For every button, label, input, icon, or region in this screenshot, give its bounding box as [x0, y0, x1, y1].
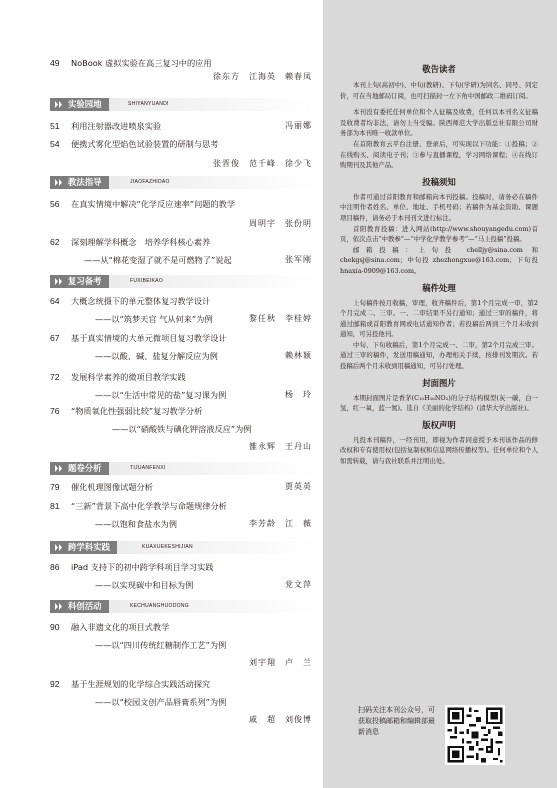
notice-anti-fraud: 本刊没有委托任何单位和个人征稿及收费，任何以本刊名义征稿及收费者均非法，请勿上当受骗。陕西师范大学出版总社有限公司财务部为本刊唯一收款单位。	[340, 108, 538, 138]
section-header-fuxibeikao	[50, 275, 315, 288]
article-authors: 赖林颖	[285, 351, 312, 360]
article-subtitle: ——以“硝酸铁与碘化钾溶液反应”为例	[112, 424, 252, 434]
section-tab	[50, 176, 109, 189]
section-header-jiaofazhidao	[50, 176, 315, 189]
article-authors: 冯丽娜	[285, 121, 312, 130]
article-authors: 张晋俊 范千峰 徐少飞	[213, 159, 312, 168]
article-title: 利用注射器改进喷泉实验	[71, 121, 162, 131]
notice-content	[340, 62, 538, 467]
page-number: 54	[50, 139, 60, 149]
toc-entry-51[interactable]	[50, 119, 312, 133]
section-title: 科创活动	[68, 601, 102, 611]
toc-entry-67[interactable]	[50, 331, 312, 363]
section-arrow-icon	[55, 465, 63, 472]
section-header-kuaxuekeshijian	[50, 541, 315, 554]
article-title: 基于真实情境的大单元微项目复习教学设计	[71, 333, 227, 343]
article-title: 基于生涯规划的化学综合实践活动探究	[71, 679, 211, 689]
article-title: “物质氧化性强弱比较”复习教学分析	[71, 406, 203, 416]
section-pinyin: SHIYANYUANDI	[128, 101, 169, 107]
article-title: 发展科学素养的微项目教学实践	[71, 372, 186, 382]
page-number: 49	[50, 58, 60, 68]
page-number: 86	[50, 562, 60, 572]
notice-processing-monthly: 上旬稿件按月收稿，审理，收齐稿件后，第1个月完成一审，第2个月完成二、三审。一、二审结果不另行通知；通过三审的稿件，将通过邮箱或首阳教育网或电话通知作者；若投稿后两到三个月未收到通知，可另投他刊。	[340, 298, 538, 339]
section-arrow-icon	[55, 603, 63, 610]
section-title: 实验园地	[68, 99, 102, 109]
article-subtitle: ——从“棉花变湿了就不是可燃物了”说起	[84, 255, 232, 265]
article-title: 在真实情境中解决“化学反应速率”问题的教学	[71, 199, 236, 209]
section-tab	[50, 462, 109, 475]
toc-entry-64[interactable]	[50, 294, 312, 326]
article-authors: 党文萍	[285, 580, 312, 589]
article-subtitle: ——以“生活中常见的盐”复习课为例	[95, 390, 227, 400]
section-title: 复习备考	[68, 276, 102, 286]
article-authors: 雒永辉 王丹山	[249, 442, 312, 451]
page-number: 92	[50, 679, 60, 689]
notice-heading-readers: 敬告读者	[422, 64, 456, 74]
section-pinyin: TIJUANFENXI	[130, 465, 166, 471]
page-number: 62	[50, 237, 60, 247]
article-authors: 张军刚	[285, 255, 312, 264]
section-tab	[50, 600, 109, 613]
section-tab	[50, 541, 117, 554]
article-subtitle: ——以“校园文创产品唇膏系列”为例	[95, 697, 227, 707]
page-number: 56	[50, 199, 60, 209]
article-authors: 贾英英	[285, 482, 312, 491]
notice-subscription: 本刊上旬(高初中)、中旬(教研)、下旬(学研)为同名、同号、同定价，可在当地邮局订阅，也可扫描封一左下角中国邮政二维码订阅。	[340, 81, 538, 100]
toc-entry-49[interactable]	[50, 56, 312, 84]
article-title: 深刻理解学科概念 培养学科核心素养	[71, 237, 211, 247]
page-number: 51	[50, 121, 60, 131]
notice-heading-submission: 投稿须知	[422, 176, 456, 187]
article-title: 便携式雾化型焰色试验装置的研制与思考	[71, 139, 219, 149]
article-authors: 黎任秋 李桂婷	[249, 314, 312, 323]
article-title: 大概念统摄下的单元整体复习教学设计	[71, 296, 211, 306]
article-title: NoBook 虚拟实验在高三复习中的应用	[71, 58, 212, 68]
qr-code-icon[interactable]	[445, 705, 505, 765]
article-subtitle: ——以酸、碱、盐复分解反应为例	[95, 351, 218, 361]
section-pinyin: KUAXUEKESHIJIAN	[142, 544, 193, 550]
page-number: 67	[50, 333, 60, 343]
qr-caption: 扫码关注本刊公众号，可获取投稿邮箱和编辑部最新消息	[358, 706, 435, 736]
article-authors: 戚 超 刘俊博	[249, 715, 312, 724]
section-arrow-icon	[55, 278, 63, 285]
page-number: 72	[50, 372, 60, 382]
section-title: 题卷分析	[68, 463, 102, 473]
article-subtitle: ——以“筑梦天宫 气从何来”为例	[95, 314, 213, 324]
notice-platform: 在首阳教育云平台注册、登录后，可实现以下功能：①投稿；②在线购买、阅读电子刊；③参与直播课程，学习网络课程；④在线订购期刊及其他产品。	[340, 139, 538, 170]
toc-entry-62[interactable]	[50, 235, 312, 267]
section-arrow-icon	[55, 179, 63, 186]
article-authors: 刘宇翔 卢 兰	[249, 658, 312, 667]
section-pinyin: KECHUANGHUODONG	[130, 603, 189, 609]
article-subtitle: ——以“四川传统红糖制作工艺”为例	[95, 640, 227, 650]
section-title: 教法指导	[68, 177, 102, 187]
article-title: 催化机理图像试题分析	[71, 482, 153, 492]
notice-heading-copyright: 版权声明	[422, 419, 456, 430]
notice-submission-rules: 作者可通过首阳教育和邮箱向本刊投稿。投稿时，请务必在稿件中注明作者姓名、单位、地址、手机号码；若稿件为基金资助、课题项目稿件，请务必于本刊刊文进行标注。	[340, 192, 538, 222]
section-title: 跨学科实践	[68, 542, 110, 552]
notice-email-submission[interactable]: 邮箱投稿：上旬投 chelljy@sina.com 和 chekgsj@sina.com；中旬投 zhezhongxue@163.com；下旬投 hnaxia-0909@163.com。	[340, 245, 538, 275]
section-header-tijuanfenxi	[50, 462, 315, 475]
section-arrow-icon	[55, 544, 63, 551]
toc-entry-90[interactable]	[50, 620, 312, 670]
section-tab	[50, 98, 109, 111]
page-number: 79	[50, 482, 60, 492]
section-header-shiyanyuandi	[50, 98, 315, 111]
toc-entry-92[interactable]	[50, 677, 312, 727]
article-subtitle: ——以实现碳中和目标为例	[95, 580, 194, 590]
toc-entry-56[interactable]	[50, 197, 312, 231]
article-authors: 杨 玲	[285, 390, 312, 399]
toc-entry-54[interactable]	[50, 137, 312, 171]
notice-online-submission[interactable]: 首阳教育投稿：进入网站(http://www.shouyangedu.com)首页，依次点击“中教参”—“中学化学教学参考”—“马上投稿”投稿。	[340, 224, 538, 244]
notice-copyright-text: 凡投本刊稿件，一经刊用，即视为作者同意授予本刊该作品的修改权和专有使用权(包括复制权和信息网络传播权等)。任何单位和个人如需转载，请与我社联系并注明出处。	[340, 435, 538, 466]
toc-entry-79[interactable]	[50, 480, 312, 494]
article-authors: 李芳龄 江 薇	[249, 519, 312, 528]
toc-entry-86[interactable]	[50, 560, 312, 592]
notice-heading-cover: 封面图片	[422, 377, 456, 388]
section-tab	[50, 275, 109, 288]
toc-entry-72[interactable]	[50, 370, 312, 402]
toc-entry-81[interactable]	[50, 499, 312, 531]
article-authors: 徐东方 江海英 赖春凤	[213, 72, 312, 81]
article-title: iPad 支持下的初中跨学科项目学习实践	[71, 562, 214, 572]
section-pinyin: FUXIBEIKAO	[130, 278, 164, 284]
notice-processing-mid: 中旬、下旬收稿后，第1个月完成一、二审，第2个月完成三审。通过三审的稿件，发送用稿通知，办理相关手续，按排刊发期次。若投稿后两个月未收到用稿通知，可另行处理。	[340, 340, 538, 371]
page-number: 64	[50, 296, 60, 306]
section-arrow-icon	[55, 101, 63, 108]
page-number: 76	[50, 406, 60, 416]
qr-follow-block	[336, 705, 538, 765]
page-number: 81	[50, 501, 60, 511]
article-authors: 周明宇 张份明	[249, 219, 312, 228]
page-number: 90	[50, 622, 60, 632]
section-header-kechuanghuodong	[50, 600, 315, 613]
section-pinyin: JIAOFAZHIDAO	[130, 179, 170, 185]
article-subtitle: ——以饱和食盐水为例	[95, 519, 177, 529]
notice-sidebar	[323, 0, 557, 788]
notice-heading-processing: 稿件处理	[422, 282, 456, 293]
article-title: “三新”背景下高中化学教学与命题规律分析	[71, 501, 227, 511]
toc-entry-76[interactable]	[50, 404, 312, 454]
notice-cover-desc: 本期封面图片是香茅(C₁₀H₁₆NO₂)的分子结构模型(灰一碳，白一氢，红一氧，蓝一氮)。选自《美丽的化学结构》(清华大学出版社)。	[340, 393, 538, 413]
article-title: 融入非遗文化的项目式教学	[71, 622, 170, 632]
